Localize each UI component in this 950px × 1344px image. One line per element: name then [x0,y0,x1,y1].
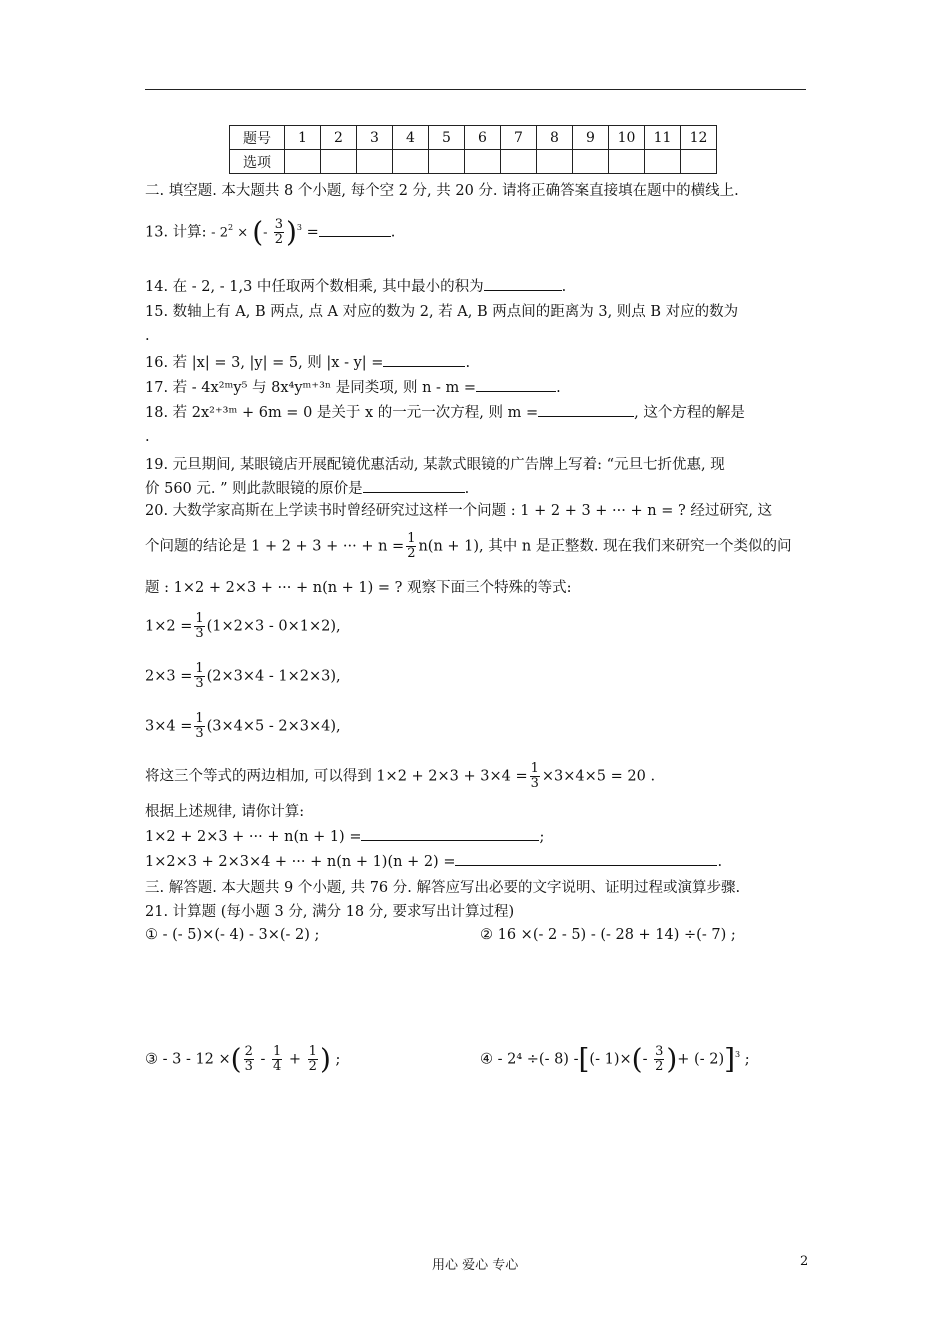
grid-answer-cell[interactable] [501,150,537,174]
q21-problem-1: ① - (- 5)×(- 4) - 3×(- 2) ; [145,927,320,943]
section2-heading: 二. 填空题. 本大题共 8 个小题, 每个空 2 分, 共 20 分. 请将正确答案直接填在题中的横线上. [145,183,739,199]
question-19-line2 [145,478,469,499]
q19-tail: . [464,481,470,497]
q14-text: 14. 在 - 2, - 1,3 中任取两个数相乘, 其中最小的积为 [145,279,484,295]
question-20-line1: 20. 大数学家高斯在上学读书时曾经研究过这样一个问题 : 1 + 2 + 3 + ··· + n = ? 经过研究, 这 [145,503,773,519]
q20-calc1-text: 1×2 + 2×3 + ··· + n(n + 1) = [145,829,362,845]
question-14 [145,276,566,297]
q13-expr-b: × [233,225,253,241]
grid-answer-cell[interactable] [573,150,609,174]
q20-eq3-left: 3×4 = [145,718,193,735]
grid-number: 8 [537,126,573,150]
q13-frac-den: 2 [274,232,283,247]
question-21-heading: 21. 计算题 (每小题 3 分, 满分 18 分, 要求写出计算过程) [145,904,515,920]
page-number: 2 [800,1254,809,1269]
q21-p4-tail: ; [740,1051,750,1068]
q20-eq1-den: 3 [195,626,204,641]
q19-text: 价 560 元. ” 则此款眼镜的原价是 [145,481,363,497]
q21-p4-num: 3 [655,1044,664,1059]
q21-problem-4: ④ - 2⁴ ÷(- 8) -[(- 1)×(- $\frac{3}{2}$ )+ (- 2)]$^3$ ; [480,1042,750,1076]
question-15-line2: . [145,328,150,344]
q13-tail: . [390,224,396,241]
q20-eq3-fraction [194,712,204,741]
q21-p3-f1-den: 3 [244,1059,253,1074]
grid-answer-cell[interactable] [429,150,465,174]
q20-eq2-left: 2×3 = [145,668,193,685]
q21-p3-f2-num: 1 [273,1044,282,1059]
grid-number: 3 [357,126,393,150]
q20-eq1-right: (1×2×3 - 0×1×2), [206,618,341,635]
q20-sum-fraction [530,762,540,791]
grid-answer-cell[interactable] [285,150,321,174]
grid-answer-cell[interactable] [465,150,501,174]
q20-eq3-right: (3×4×5 - 2×3×4), [206,718,341,735]
answer-grid-option-row [230,150,717,174]
q16-answer-blank[interactable] [383,352,465,367]
q20-eq2-num: 1 [195,661,204,676]
q20-half-den: 2 [407,546,416,561]
q21-p4-mid: (- 1)× [589,1051,632,1068]
q14-tail: . [561,279,567,295]
grid-number: 2 [321,126,357,150]
grid-number: 9 [573,126,609,150]
footer-slogan: 用心 爱心 专心 [432,1258,519,1273]
q20-eq1-left: 1×2 = [145,618,193,635]
q20-rule: 根据上述规律, 请你计算: [145,804,305,820]
grid-number: 4 [393,126,429,150]
q20-line2-a: 个问题的结论是 1 + 2 + 3 + ··· + n = [145,538,405,555]
q20-sum-line [145,762,655,791]
q14-answer-blank[interactable] [484,276,562,291]
q18-answer-blank-m[interactable] [538,402,634,417]
q20-calc1-tail: ; [539,829,545,845]
q21-problem-2: ② 16 ×(- 2 - 5) - (- 28 + 14) ÷(- 7) ; [480,927,736,943]
grid-number: 1 [285,126,321,150]
q21-p4-add: + (- 2) [677,1051,725,1068]
q20-eq2-den: 3 [195,676,204,691]
q20-eq2-fraction [194,662,204,691]
q21-p3-f3-den: 2 [308,1059,317,1074]
grid-number: 10 [609,126,645,150]
q20-eq1-fraction [194,612,204,641]
q21-p3-f2-den: 4 [273,1059,282,1074]
q20-eq3-num: 1 [195,711,204,726]
question-20-line2 [145,532,792,561]
q20-sum-a: 将这三个等式的两边相加, 可以得到 1×2 + 2×3 + 3×4 = [145,768,528,785]
question-19-line1: 19. 元旦期间, 某眼镜店开展配镜优惠活动, 某款式眼镜的广告牌上写着: “元旦七折优惠, 现 [145,457,725,473]
q20-calc2-answer-blank[interactable] [455,851,717,866]
q13-eq: = [302,224,319,241]
q20-equation-2 [145,662,341,691]
q21-p3-frac3 [308,1045,318,1074]
q13-expr-c: - [263,225,272,241]
q17-answer-blank[interactable] [476,377,556,392]
q13-frac-num: 3 [274,217,283,232]
q13-prefix: 13. 计算: [145,224,207,241]
q20-eq3-den: 3 [195,726,204,741]
q20-calc-1 [145,826,544,847]
q20-half-num: 1 [407,531,416,546]
q21-p4-power: 3 [735,1050,741,1059]
grid-answer-cell[interactable] [645,150,681,174]
q16-text: 16. 若 |x| = 3, |y| = 5, 则 |x - y| = [145,355,384,371]
question-20-line3: 题 : 1×2 + 2×3 + ··· + n(n + 1) = ? 观察下面三个特殊的等式: [145,580,572,596]
q21-p4-lead: ④ - 2⁴ ÷(- 8) - [480,1051,579,1068]
q20-sum-num: 1 [530,761,539,776]
section3-heading: 三. 解答题. 本大题共 9 个小题, 共 76 分. 解答应写出必要的文字说明、证明过程或演算步骤. [145,880,741,896]
q20-sum-den: 3 [530,776,539,791]
q21-p3-f3-num: 1 [308,1044,317,1059]
question-13: 13. 计算: - $2^2$ × (- $\frac{3}{2}$ )$^3$ = . [145,215,396,249]
q21-p4-frac [654,1045,664,1074]
q17-tail: . [556,380,561,396]
question-18-line2: . [145,429,150,445]
grid-answer-cell[interactable] [609,150,645,174]
q16-tail: . [465,355,471,371]
q20-half-fraction [406,532,416,561]
q21-p3-frac1 [244,1045,254,1074]
grid-answer-cell[interactable] [321,150,357,174]
q21-p3-f1-num: 2 [244,1044,253,1059]
q18-mid: , 这个方程的解是 [634,405,745,421]
q17-text: 17. 若 - 4x²ᵐy⁵ 与 8x⁴yᵐ⁺³ⁿ 是同类项, 则 n - m = [145,380,477,396]
grid-number: 5 [429,126,465,150]
header-rule [145,89,806,90]
q21-p4-den: 2 [655,1059,664,1074]
grid-number: 11 [645,126,681,150]
q20-equation-1 [145,612,341,641]
q20-calc2-tail: . [717,854,723,870]
q20-calc1-answer-blank[interactable] [361,826,539,841]
grid-label-option: 选项 [230,150,285,174]
grid-answer-cell[interactable] [537,150,573,174]
q20-sum-b: ×3×4×5 = 20 . [541,768,656,785]
q20-line2-b: n(n + 1), 其中 n 是正整数. 现在我们来研究一个类似的问 [418,538,792,555]
q19-answer-blank[interactable] [363,478,465,493]
q21-p3-minus: - [255,1051,271,1068]
q21-p3-frac2 [272,1045,282,1074]
question-15-line1: 15. 数轴上有 A, B 两点, 点 A 对应的数为 2, 若 A, B 两点间的距离为 3, 则点 B 对应的数为 [145,304,739,320]
answer-grid-number-row [230,126,717,150]
grid-number: 6 [465,126,501,150]
grid-number: 12 [681,126,717,150]
grid-answer-cell[interactable] [681,150,717,174]
q20-calc-2 [145,851,722,872]
q18-text: 18. 若 2x²⁺³ᵐ + 6m = 0 是关于 x 的一元一次方程, 则 m = [145,405,539,421]
q20-calc2-text: 1×2×3 + 2×3×4 + ··· + n(n + 1)(n + 2) = [145,854,456,870]
grid-label-number: 题号 [230,126,285,150]
q13-answer-blank[interactable] [319,222,391,237]
q20-eq2-right: (2×3×4 - 1×2×3), [206,668,341,685]
grid-number: 7 [501,126,537,150]
question-16 [145,352,470,373]
q21-p3-lead: ③ - 3 - 12 × [145,1051,231,1068]
q20-equation-3 [145,712,341,741]
answer-grid [229,125,717,174]
question-17 [145,377,561,398]
q21-p3-tail: ; [330,1051,341,1068]
q21-problem-3: ③ - 3 - 12 ×( $\frac{2}{3}$ - $\frac{1}{4}$ + $\frac{1}{2}$ ) ; [145,1042,341,1076]
q13-power: 3 [296,223,303,232]
grid-answer-cell[interactable] [393,150,429,174]
q13-fraction [274,218,284,247]
q13-expr-a: - 2 [211,225,228,241]
question-18 [145,402,745,423]
q20-eq1-num: 1 [195,611,204,626]
q21-p3-plus: + [284,1051,306,1068]
grid-answer-cell[interactable] [357,150,393,174]
